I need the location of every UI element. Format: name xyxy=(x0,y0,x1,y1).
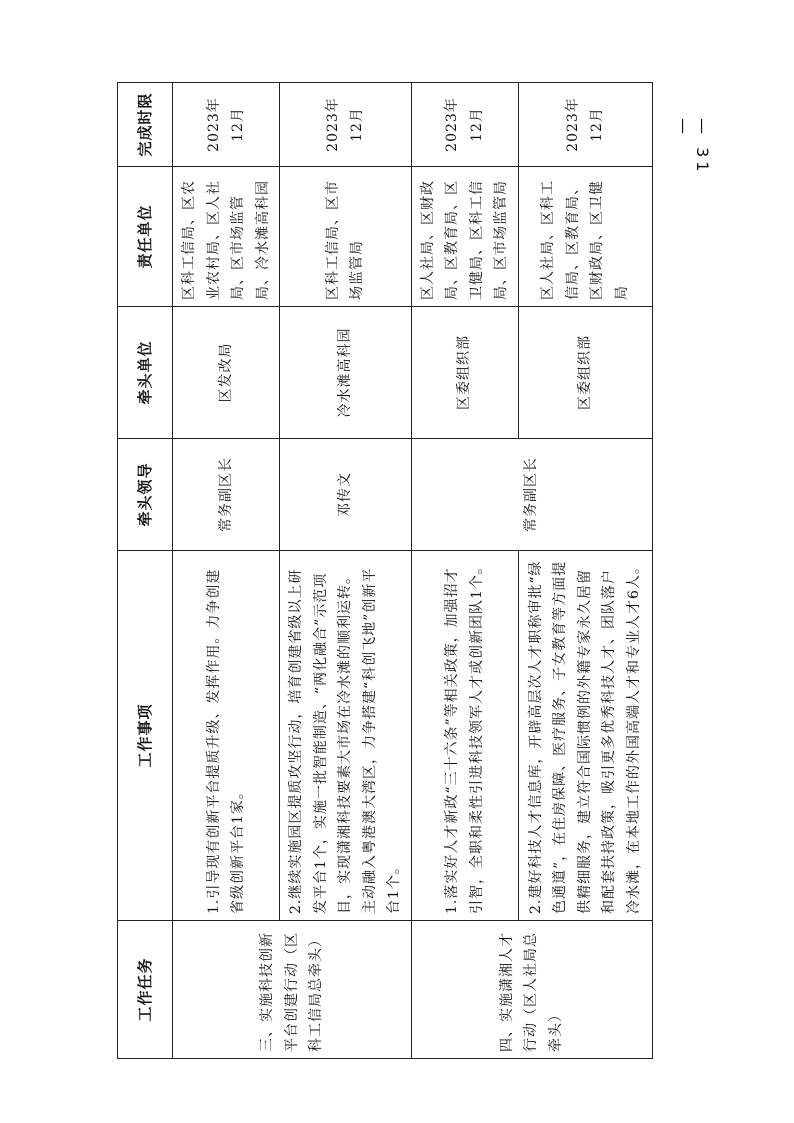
leader-cell: 常务副区长 xyxy=(173,439,280,551)
lead-unit-cell: 区发改局 xyxy=(173,307,280,439)
header-task: 工作任务 xyxy=(118,921,173,1059)
header-leader: 牵头领导 xyxy=(118,439,173,551)
rotated-table-container xyxy=(117,83,642,1059)
table-header-row xyxy=(118,83,173,1059)
resp-unit-cell: 区人社局、区财政局、区教育局、区卫健局、区科工信局、区市场监管局 xyxy=(411,167,518,307)
lead-unit-cell: 区委组织部 xyxy=(411,307,518,439)
work-cell: 1.落实好人才新政“三十六条”等相关政策，加强招才引智，全职和柔性引进科技领军人才或创新团队1个。 xyxy=(411,551,518,921)
page-number: — 31 — xyxy=(674,118,712,176)
leader-cell: 常务副区长 xyxy=(411,439,652,551)
deadline-cell: 2023年12月 xyxy=(280,83,412,167)
table-row xyxy=(411,83,518,1059)
header-deadline: 完成时限 xyxy=(118,83,173,167)
resp-unit-cell: 区科工信局、区农业农村局、区人社局、区市场监管局、冷水滩高科园 xyxy=(173,167,280,307)
lead-unit-cell: 区委组织部 xyxy=(518,307,652,439)
resp-unit-cell: 区科工信局、区市场监管局 xyxy=(280,167,412,307)
table-row xyxy=(173,83,280,1059)
work-plan-table xyxy=(117,82,653,1059)
work-cell: 1.引导现有创新平台提质升级、发挥作用。力争创建省级创新平台1家。 xyxy=(173,551,280,921)
work-cell: 2.建好科技人才信息库，开辟高层次人才职称审批“绿色通道”，在住房保障、医疗服务、子女教育等方面提供精细服务，建立符合国际惯例的外籍专家永久居留和配套扶持政策，吸引更多优秀科技人才、团队落户冷水滩，在本地工作的外国高端人才和专业人才6人。 xyxy=(518,551,652,921)
leader-cell: 邓传文 xyxy=(280,439,412,551)
header-lead-unit: 牵头单位 xyxy=(118,307,173,439)
header-work: 工作事项 xyxy=(118,551,173,921)
table-row xyxy=(518,83,652,1059)
deadline-cell: 2023年12月 xyxy=(411,83,518,167)
task-cell: 四、实施潇湘人才行动（区人社局总牵头） xyxy=(411,921,652,1059)
header-resp-unit: 责任单位 xyxy=(118,167,173,307)
deadline-cell: 2023年12月 xyxy=(518,83,652,167)
table-row xyxy=(280,83,412,1059)
deadline-cell: 2023年12月 xyxy=(173,83,280,167)
task-cell: 三、实施科技创新平台创建行动（区科工信局总牵头） xyxy=(173,921,412,1059)
resp-unit-cell: 区人社局、区科工信局、区教育局、区财政局、区卫健局 xyxy=(518,167,652,307)
lead-unit-cell: 冷水滩高科园 xyxy=(280,307,412,439)
work-cell: 2.继续实施园区提质攻坚行动，培育创建省级以上研发平台1个，实施一批智能制造、“两化融合”示范项目，实现潇湘科技要素大市场在冷水滩的顺利运转。主动融入粤港澳大湾区，力争搭建“科创飞地”创新平台1个。 xyxy=(280,551,412,921)
